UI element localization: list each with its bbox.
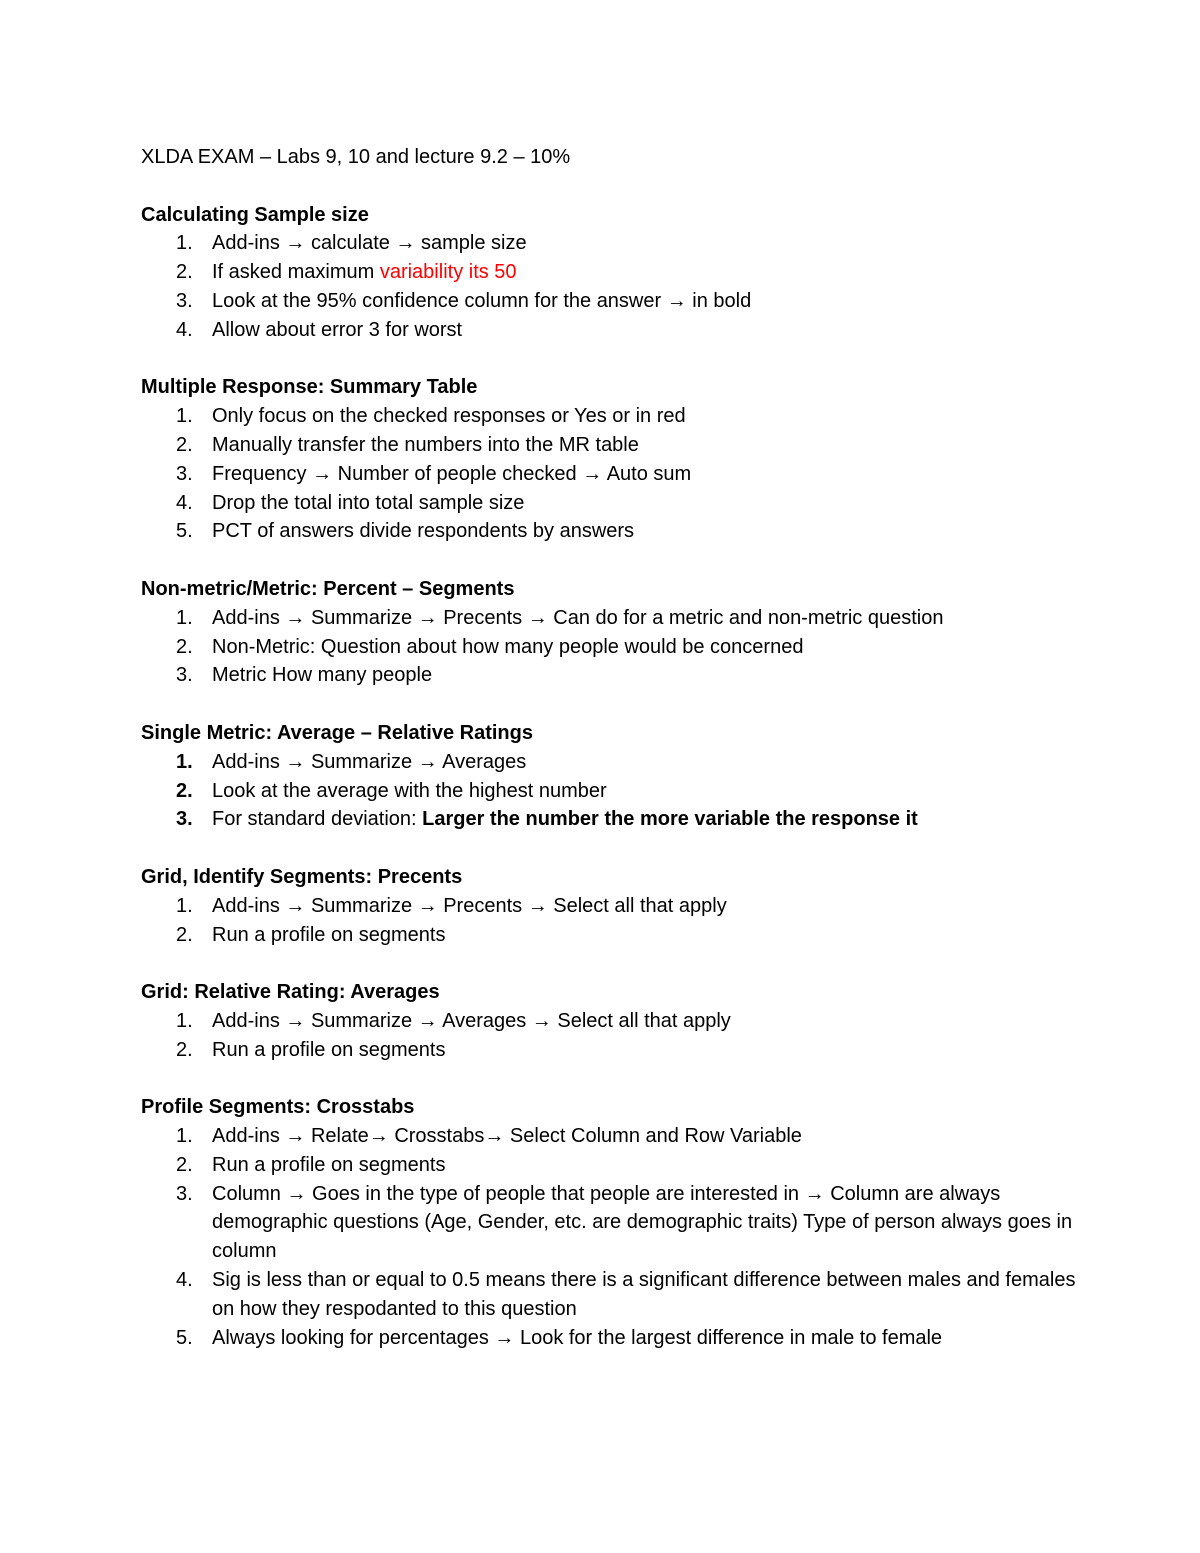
arrow-icon: → <box>666 289 687 312</box>
section-heading-sample-size: Calculating Sample size <box>141 203 369 226</box>
list-number: 5. <box>176 520 193 543</box>
section-heading-percent-segments: Non-metric/Metric: Percent – Segments <box>141 577 515 600</box>
arrow-icon: → <box>417 1009 438 1032</box>
arrow-icon: → <box>582 462 603 485</box>
list-item: 1. Add-ins → Summarize → Precents → Select all that apply <box>141 892 1081 921</box>
arrow-icon: → <box>285 894 306 917</box>
percent-segments-list <box>141 604 1081 690</box>
arrow-icon: → <box>527 606 548 629</box>
list-number: 2. <box>176 433 193 456</box>
crosstabs-list <box>141 1122 1081 1352</box>
section-heading-single-metric: Single Metric: Average – Relative Ratings <box>141 721 533 744</box>
arrow-icon: → <box>285 750 306 773</box>
section-heading-crosstabs: Profile Segments: Crosstabs <box>141 1096 415 1119</box>
list-number: 3. <box>176 289 193 312</box>
list-number: 3. <box>176 664 193 687</box>
list-item: 1. Add-ins → Summarize → Averages → Select all that apply <box>141 1007 1081 1036</box>
list-number: 2. <box>176 1038 193 1061</box>
arrow-icon: → <box>395 232 416 255</box>
list-number: 4. <box>176 318 193 341</box>
list-item: 1. Add-ins → calculate → sample size <box>141 229 1081 258</box>
list-item: 2. Run a profile on segments <box>141 1151 1081 1180</box>
list-number: 1. <box>176 750 193 773</box>
list-number: 2. <box>176 923 193 946</box>
list-item: 4. Drop the total into total sample size <box>141 489 1081 518</box>
arrow-icon: → <box>312 462 333 485</box>
list-item: 3. Column → Goes in the type of people that people are interested in → Column are always demographic questions (Age, Gender, etc. are demographic traits) Type of person always goes in column <box>141 1180 1081 1266</box>
list-item: 5. PCT of answers divide respondents by answers <box>141 517 1081 546</box>
list-number: 1. <box>176 405 193 428</box>
list-number: 2. <box>176 1153 193 1176</box>
list-item: 2. Manually transfer the numbers into the MR table <box>141 431 1081 460</box>
arrow-icon: → <box>494 1326 515 1349</box>
list-number: 4. <box>176 1269 193 1292</box>
list-number: 3. <box>176 1182 193 1205</box>
bold-text: Larger the number the more variable the response it <box>422 808 918 831</box>
list-item: 3. Frequency → Number of people checked → Auto sum <box>141 460 1081 489</box>
list-item: 4. Sig is less than or equal to 0.5 means there is a significant difference between males and females on how they respodanted to this question <box>141 1266 1081 1324</box>
list-number: 1. <box>176 1125 193 1148</box>
highlighted-text: variability its 50 <box>379 261 517 284</box>
list-number: 1. <box>176 606 193 629</box>
arrow-icon: → <box>417 606 438 629</box>
list-number: 3. <box>176 808 193 831</box>
list-item: 1. Only focus on the checked responses or Yes or in red <box>141 402 1081 431</box>
list-number: 2. <box>176 261 193 284</box>
section-heading-grid-segments: Grid, Identify Segments: Precents <box>141 865 463 888</box>
document-title: XLDA EXAM – Labs 9, 10 and lecture 9.2 – 10% <box>141 146 571 168</box>
sample-size-list <box>141 229 1081 344</box>
list-item: 2. Non-Metric: Question about how many people would be concerned <box>141 633 1081 662</box>
list-item: 2. Look at the average with the highest number <box>141 777 1081 806</box>
arrow-icon: → <box>285 1009 306 1032</box>
arrow-icon: → <box>417 894 438 917</box>
arrow-icon: → <box>285 232 306 255</box>
list-item: 1. Add-ins → Relate→ Crosstabs→ Select Column and Row Variable <box>141 1122 1081 1151</box>
list-number: 4. <box>176 491 193 514</box>
list-number: 2. <box>176 779 193 802</box>
list-item: 2. If asked maximum variability its 50 <box>141 258 1081 287</box>
arrow-icon: → <box>527 894 548 917</box>
list-number: 1. <box>176 894 193 917</box>
list-number: 3. <box>176 462 193 485</box>
list-item: 3. Metric How many people <box>141 661 1081 690</box>
document-body <box>141 143 1081 1352</box>
grid-relative-rating-list <box>141 1007 1081 1065</box>
single-metric-list <box>141 748 1081 834</box>
arrow-icon: → <box>285 606 306 629</box>
list-item: 1. Add-ins → Summarize → Averages <box>141 748 1081 777</box>
list-item: 2. Run a profile on segments <box>141 921 1081 950</box>
arrow-icon: → <box>804 1182 825 1205</box>
arrow-icon: → <box>285 1125 306 1148</box>
arrow-icon: → <box>286 1182 307 1205</box>
multiple-response-list <box>141 402 1081 546</box>
arrow-icon: → <box>368 1125 389 1148</box>
list-item: 3. For standard deviation: Larger the number the more variable the response it <box>141 805 1081 834</box>
arrow-icon: → <box>531 1009 552 1032</box>
list-number: 5. <box>176 1326 193 1349</box>
list-item: 1. Add-ins → Summarize → Precents → Can do for a metric and non-metric question <box>141 604 1081 633</box>
list-item: 5. Always looking for percentages → Look for the largest difference in male to female <box>141 1324 1081 1353</box>
section-heading-multiple-response: Multiple Response: Summary Table <box>141 376 478 399</box>
grid-segments-list <box>141 892 1081 950</box>
list-item: 2. Run a profile on segments <box>141 1036 1081 1065</box>
list-number: 2. <box>176 635 193 658</box>
arrow-icon: → <box>484 1125 505 1148</box>
arrow-icon: → <box>417 750 438 773</box>
list-item: 3. Look at the 95% confidence column for the answer → in bold <box>141 287 1081 316</box>
list-number: 1. <box>176 232 193 255</box>
list-number: 1. <box>176 1009 193 1032</box>
list-item: 4. Allow about error 3 for worst <box>141 316 1081 345</box>
section-heading-grid-relative-rating: Grid: Relative Rating: Averages <box>141 981 440 1004</box>
